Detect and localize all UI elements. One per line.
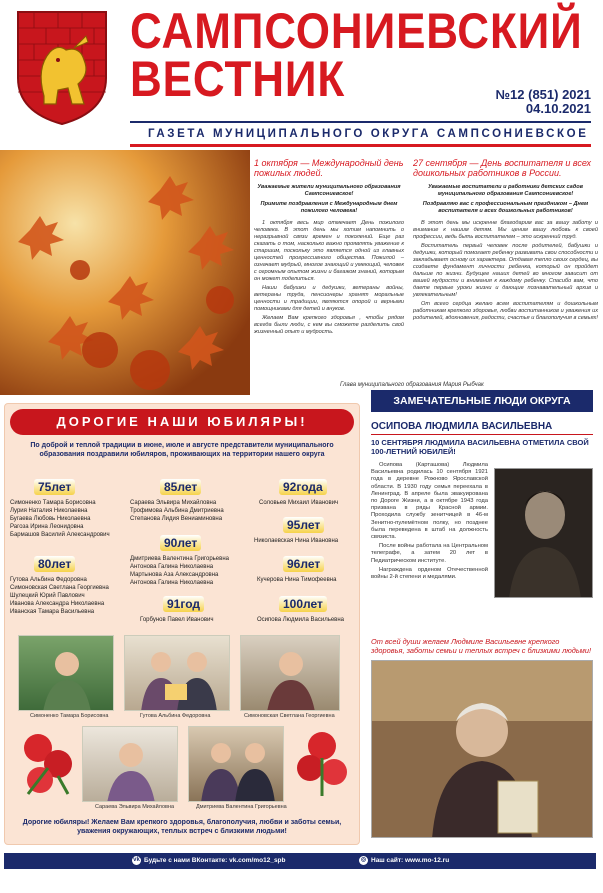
- municipal-crest-logo: [14, 8, 110, 126]
- article-greeting: Уважаемые жители муниципального образования Сампсониевское!: [257, 184, 401, 197]
- jubilee-names: [257, 616, 344, 624]
- person-with-certificate-icon: [372, 661, 593, 838]
- issue-number: №12 (851) 2021: [495, 87, 591, 102]
- archival-portrait-photo: [494, 468, 593, 598]
- photo-caption: Сараева Эльвира Михайловна: [95, 804, 175, 810]
- jubilees-banner: ДОРОГИЕ НАШИ ЮБИЛЯРЫ!: [10, 409, 354, 435]
- jubilee-name: Гутова Альбина Федоровна: [10, 577, 87, 583]
- jubilee-name: Антонова Галина Николаевна: [130, 564, 214, 570]
- biography-paragraph: Награждена орденом Отечественной войны 2-й степени и медалями.: [371, 566, 488, 581]
- people-silhouette-icon: [125, 636, 230, 711]
- globe-icon: ◎: [360, 856, 367, 863]
- article-paragraph: Желаем Вам крепкого здоровья , чтобы рядом всегда были люди, с кем вы сможете разделить свой жизненный опыт и мудрость.: [254, 315, 404, 335]
- footer-site-text: Наш сайт: www.mo-12.ru: [371, 857, 450, 864]
- photo-caption: Симоненко Тамара Борисовна: [30, 713, 109, 719]
- article-paragraph: 1 октября весь мир отмечает День пожилого человека. В этот день мы хотим напомнить о неразрывной связи времен и поколений. Еще раз сказать о том, насколько важно проявлять уважение к старшим, поскольку это является одной из главных ценностей прогрессивного общества. Пожилой – означает мудрый, многое знающий и умеющий, человек с огромным опытом жизни и багажом знаний, которым он может поделиться.: [254, 220, 404, 282]
- jubilee-names: [254, 537, 338, 545]
- newspaper-subtitle: ГАЗЕТА МУНИЦИПАЛЬНОГО ОКРУГА САМПСОНИЕВСКОЕ: [148, 128, 589, 140]
- article-heading: 27 сентября — День воспитателя и всех дошкольных работников в России.: [413, 158, 592, 178]
- age-badge: 100лет: [279, 596, 327, 612]
- age-badge: 75лет: [34, 479, 75, 495]
- notable-wish: От всей души желаем Людмиле Васильевне крепкого здоровья, заботы семьи и теплых встреч с близкими людьми!: [371, 637, 591, 655]
- vk-icon: vk: [133, 856, 140, 863]
- jubilee-name: Шулецкий Юрий Павлович: [10, 593, 85, 599]
- jubilee-name: Степанова Лидия Вениаминовна: [130, 516, 223, 522]
- article-elderly-day: [254, 158, 404, 336]
- notable-biography: [371, 462, 488, 581]
- jubilee-photo: [124, 635, 230, 711]
- jubilee-names: [10, 576, 109, 616]
- article-heading: 1 октября — Международный день пожилых людей.: [254, 158, 404, 178]
- jubilee-name: Мартынова Аза Александровна: [130, 572, 219, 578]
- footer-bar: [4, 853, 596, 869]
- portrait-silhouette-icon: [495, 469, 593, 598]
- jubilee-name: Осипова Людмила Васильевна: [257, 617, 345, 623]
- article-congrats: Примите поздравления с Международным днем пожилого человека!: [260, 201, 398, 214]
- jubilee-photo: [240, 635, 340, 711]
- jubilee-names: [259, 499, 338, 507]
- jubilee-name: Сараева Эльвира Михайловна: [130, 500, 217, 506]
- roses-icon: [18, 728, 78, 798]
- newspaper-title-line2: ВЕСТНИК: [130, 51, 346, 107]
- notable-lead: 10 СЕНТЯБРЯ ЛЮДМИЛА ВАСИЛЬЕВНА ОТМЕТИЛА СВОЙ 100-ЛЕТНИЙ ЮБИЛЕЙ!: [371, 438, 589, 456]
- jubilee-names: [140, 616, 214, 624]
- age-badge: 91год: [163, 596, 204, 612]
- notable-person-photo: [371, 660, 593, 838]
- jubilee-name: Трофимова Альбина Дмитриевна: [130, 508, 224, 514]
- jubilee-photo: [82, 726, 178, 802]
- biography-paragraph: Осипова (Карташова) Людмила Васильевна родилась 10 сентября 1921 года в деревне Рожново Ярославской области. В 1930 году семья переехала в Ленинград. В апреле была эвакуирована по Дороге Жизни, а в октябре 1943 года призвана в ряды Красной армии. Проходила службу зенитчицей в 46-м Зенитно-пулемётном полку, но позднее была переведена в штаб на должность связиста.: [371, 462, 488, 541]
- age-badge: 92года: [279, 479, 327, 495]
- age-badge: 96лет: [283, 556, 324, 572]
- header-divider-red: [130, 144, 591, 147]
- jubilee-name: Горбунов Павел Иванович: [140, 617, 214, 623]
- jubilee-name: Кучерова Нина Тимофеевна: [257, 577, 337, 583]
- person-silhouette-icon: [19, 636, 114, 711]
- age-badge: 90лет: [160, 535, 201, 551]
- jubilees-outro: Дорогие юбиляры! Желаем Вам крепкого здоровья, благополучия, любви и заботы семьи, уважения окружающих, теплых встреч с близкими людьми!: [22, 819, 342, 835]
- jubilee-name: Рагоза Ирина Леонидовна: [10, 524, 84, 530]
- article-paragraph: От всего сердца желаю всем воспитателям и дошкольным работникам крепкого здоровья, любви воспитанников и уважения их родителей, вдохновения, радости, счастья и благополучия в семьях!: [413, 301, 598, 321]
- people-silhouette-icon: [189, 727, 284, 802]
- article-paragraph: В этот день мы искренне благодарим вас за вашу заботу и внимание к нашим детям. Мы ценим вашу любовь к своей профессии, ведь быть воспитателем – это искренний труд.: [413, 220, 598, 240]
- jubilee-name: Иванова Александра Николаевна: [10, 601, 105, 607]
- jubilee-name: Бармашов Василий Александрович: [10, 532, 110, 538]
- article-greeting: Уважаемые воспитатели и работники детских садов муниципального образования Сампсониевское!: [427, 184, 584, 197]
- notable-people-banner: ЗАМЕЧАТЕЛЬНЫЕ ЛЮДИ ОКРУГА: [371, 390, 593, 412]
- age-badge: 85лет: [160, 479, 201, 495]
- jubilee-name: Антонова Галина Николаевна: [130, 580, 214, 586]
- person-silhouette-icon: [83, 727, 178, 802]
- jubilees-intro: По доброй и теплой традиции в июне, июле и августе представители муниципального образования поздравили юбиляров, проживающих на территории нашего округа: [30, 442, 334, 458]
- person-silhouette-icon: [241, 636, 340, 711]
- roses-icon: [292, 728, 352, 798]
- jubilee-photo: [18, 635, 114, 711]
- jubilee-name: Дмитриева Валентина Григорьевна: [130, 556, 229, 562]
- age-badge: 95лет: [283, 517, 324, 533]
- article-congrats: Поздравляю вас с профессиональным праздником – Днем воспитателя и всех дошкольных работников!: [422, 201, 589, 214]
- issue-date: 04.10.2021: [525, 101, 591, 116]
- jubilee-name: Иванская Тамара Васильевна: [10, 609, 95, 615]
- article-teachers-day: [413, 158, 598, 322]
- jubilee-photo: [188, 726, 284, 802]
- jubilee-names: [130, 555, 229, 587]
- article-paragraph: Воспитатель первый человек после родителей, бабушки и дедушки, который помогает ребенку развивать свои способности и закладывает основу их характера. Отдавая тепло своих сердец, вы создаете фундамент личности ребенка, который он пройдет дальше по жизни. Будущее наших детей во многом зависит от вашей мудрости и внимания к каждому ребенку. Спасибо вам, что даете первые уроки жизни и дающие познавательный архив и увлекательным!: [413, 243, 598, 298]
- biography-paragraph: После войны работала на Центральном телеграфе, а затем 20 лет в Педиатрическом институте.: [371, 543, 488, 564]
- photo-caption: Симоновская Светлана Георгиевна: [244, 713, 335, 719]
- footer-vk-text: Будьте с нами ВКонтакте: vk.com/mo12_spb: [144, 857, 286, 864]
- header-divider: [130, 121, 591, 123]
- age-badge: 80лет: [34, 556, 75, 572]
- issue-info: [496, 88, 591, 116]
- photo-caption: Гутова Альбина Федоровна: [140, 713, 211, 719]
- article-paragraph: Наши бабушки и дедушки, ветераны войны, ветераны труда, пенсионеры хранят моральные ценности и традиции, являются опорой и верными помощниками для детей и внуков.: [254, 285, 404, 312]
- autumn-leaves-photo: [0, 150, 250, 395]
- photo-caption: Дмитриева Валентина Григорьевна: [196, 804, 287, 810]
- notable-divider: [371, 434, 593, 435]
- jubilee-names: [130, 499, 224, 523]
- jubilee-name: Симоненко Тамара Борисовна: [10, 500, 96, 506]
- jubilee-name: Бугаева Любовь Николаевна: [10, 516, 91, 522]
- footer-vk[interactable]: [132, 853, 286, 869]
- notable-person-name: ОСИПОВА ЛЮДМИЛА ВАСИЛЬЕВНА: [371, 421, 553, 432]
- jubilee-name: Лурия Наталия Николаевна: [10, 508, 88, 514]
- jubilee-names: [10, 499, 110, 539]
- jubilee-names: [257, 576, 336, 584]
- newspaper-title-line1: САМПСОНИЕВСКИЙ: [130, 3, 583, 59]
- jubilee-name: Соловьев Михаил Иванович: [259, 500, 339, 506]
- jubilee-name: Николаевская Нина Ивановна: [254, 538, 339, 544]
- jubilee-name: Симоновская Светлана Георгиевна: [10, 585, 109, 591]
- footer-site[interactable]: [359, 853, 449, 869]
- signature: Глава муниципального образования Мария Рыбчак: [340, 382, 484, 388]
